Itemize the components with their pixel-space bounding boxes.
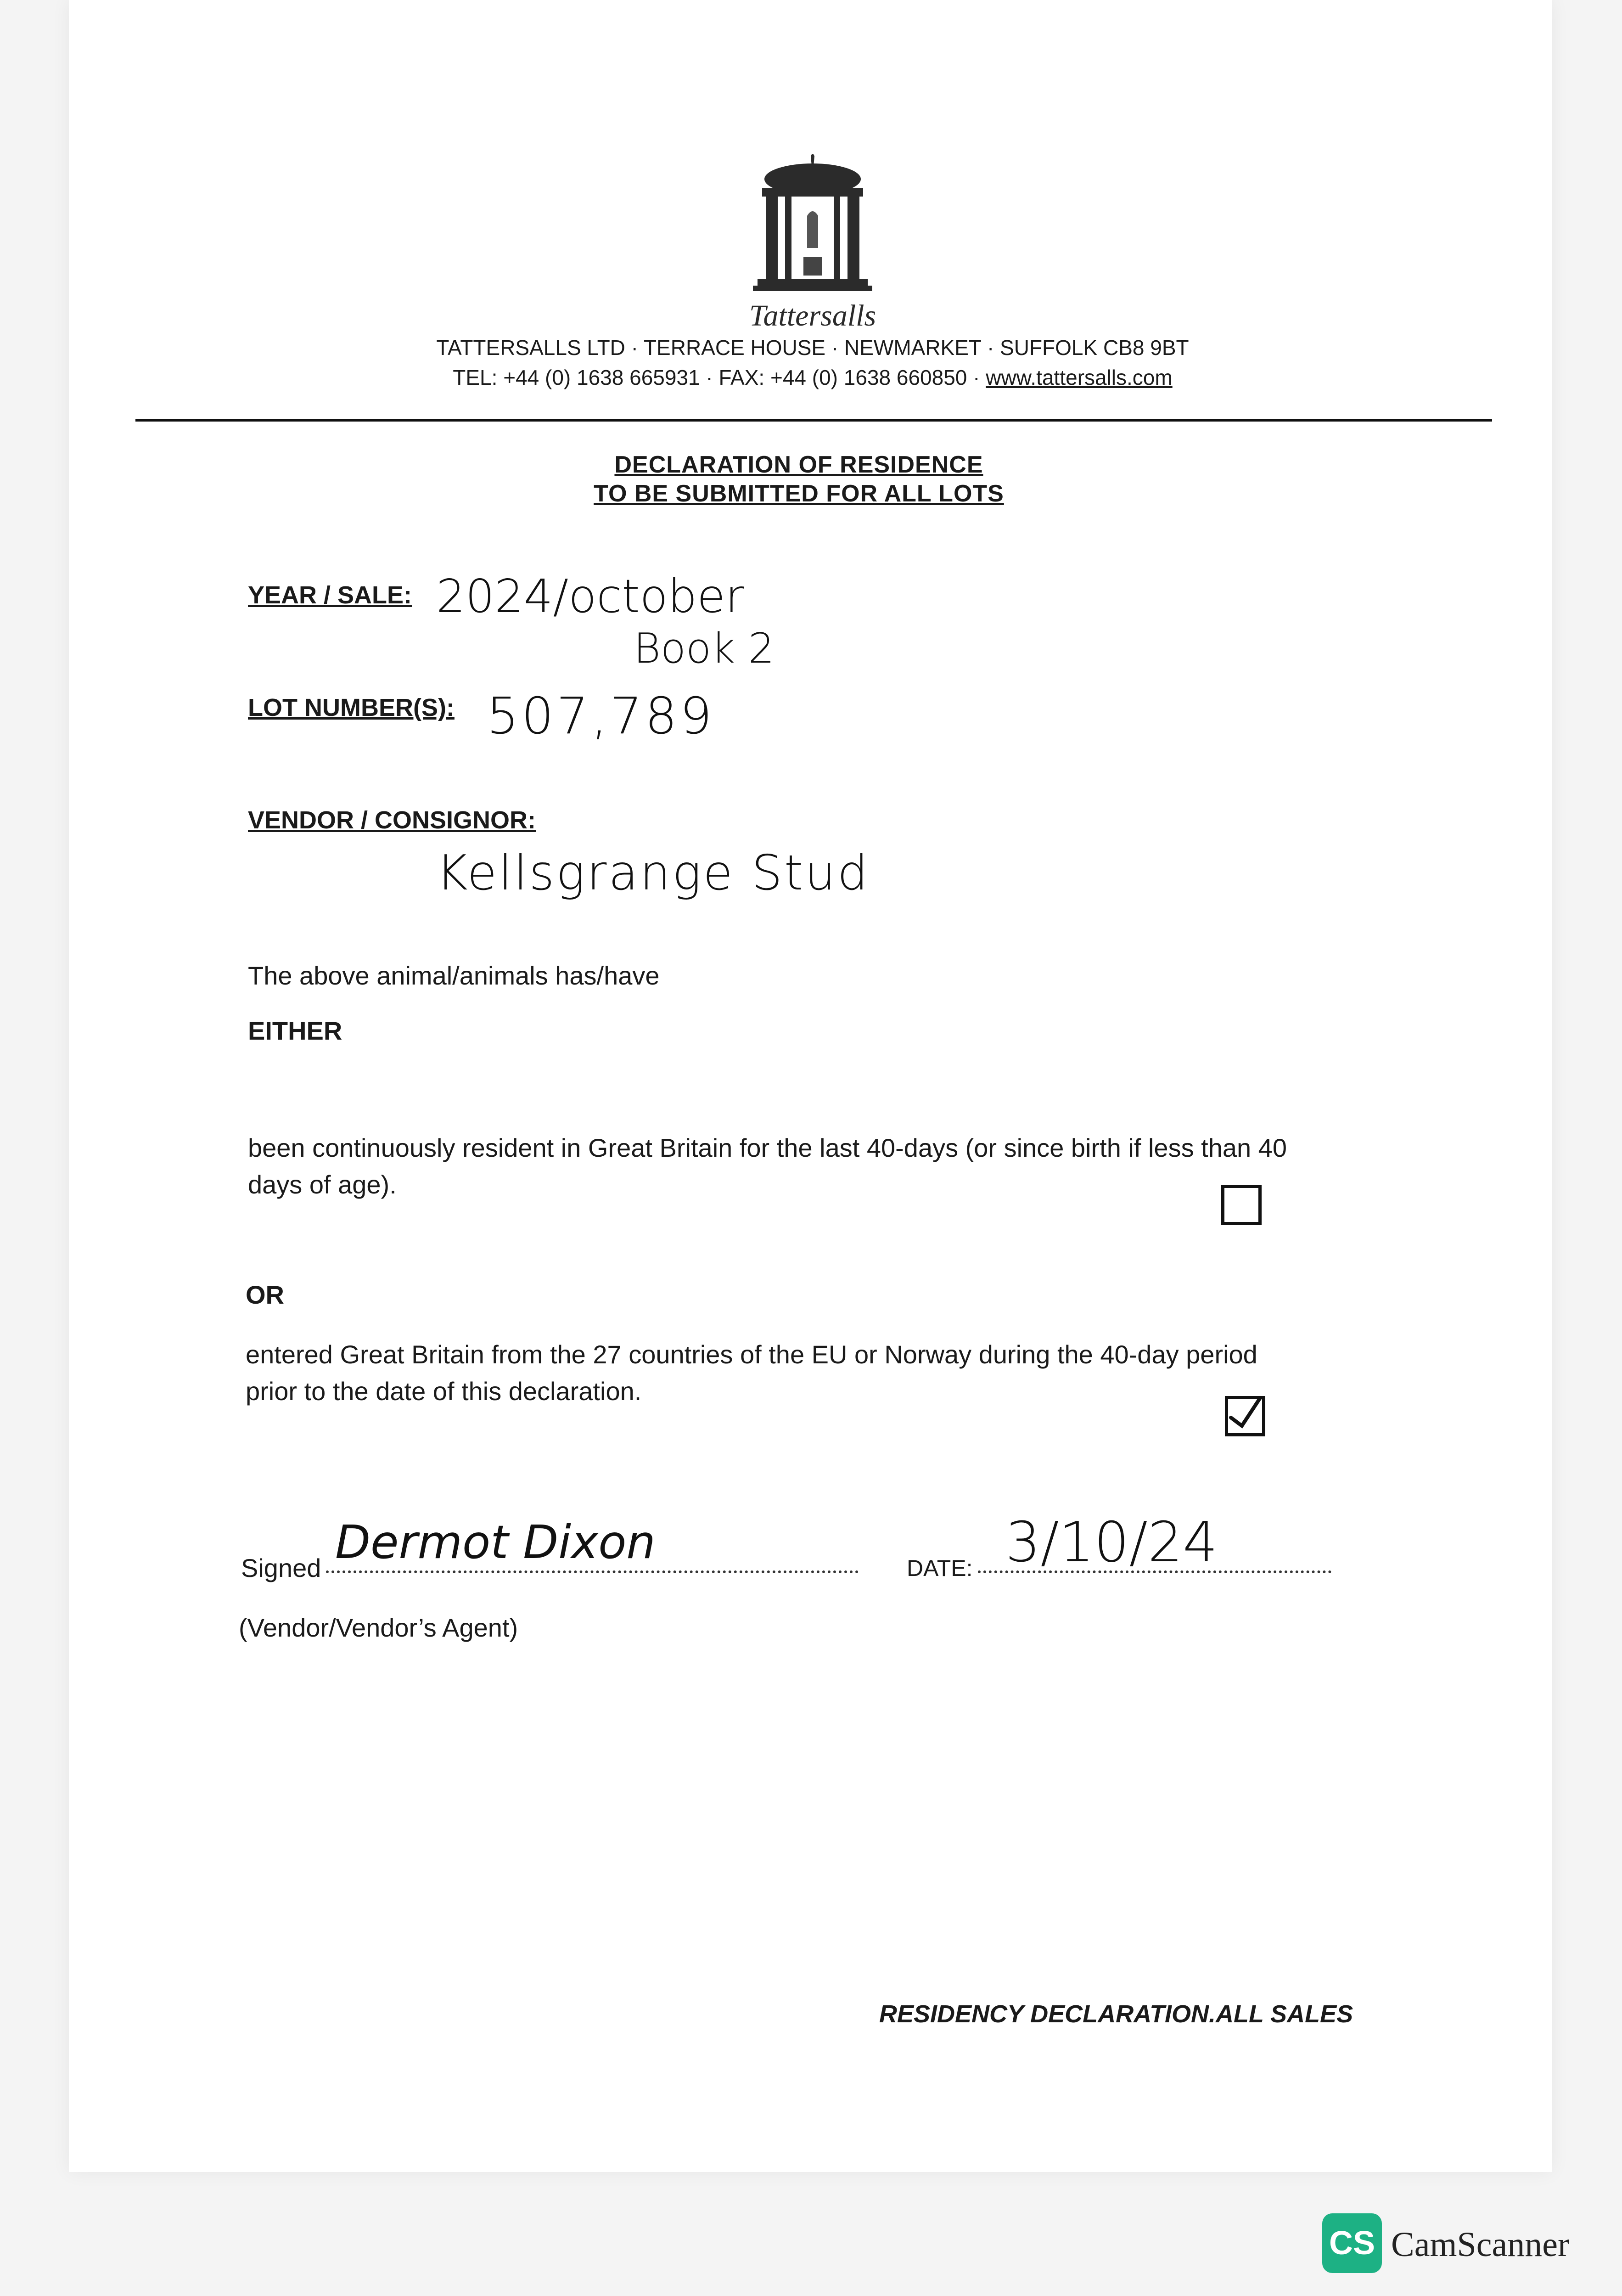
brand-name: Tattersalls xyxy=(749,299,876,332)
checkmark-icon xyxy=(1228,1399,1262,1433)
date-label: DATE: xyxy=(907,1555,973,1581)
camscanner-logo: CS xyxy=(1322,2213,1382,2273)
date-value: 3/10/24 xyxy=(1005,1511,1218,1575)
company-contact xyxy=(275,365,1350,390)
form-subtitle: TO BE SUBMITTED FOR ALL LOTS xyxy=(594,480,1004,507)
signature-value: Dermot Dixon xyxy=(335,1515,656,1569)
option-2-checkbox[interactable] xyxy=(1225,1396,1265,1436)
vendor-label: VENDOR / CONSIGNOR: xyxy=(248,806,536,834)
form-reference: RESIDENCY DECLARATION.ALL SALES xyxy=(879,2000,1353,2028)
statement-intro: The above animal/animals has/have xyxy=(248,961,660,990)
signature-line xyxy=(326,1570,859,1573)
option-1-line-1: been continuously resident in Great Britain for the last 40-days (or since birth if less than 40 xyxy=(248,1133,1287,1162)
lot-numbers-label: LOT NUMBER(S): xyxy=(248,694,455,721)
year-sale-book: Book 2 xyxy=(634,625,775,673)
option-2-line-2: prior to the date of this declaration. xyxy=(246,1377,642,1406)
option-2-text xyxy=(246,1336,1393,1410)
signatory-role: (Vendor/Vendor’s Agent) xyxy=(239,1613,518,1642)
year-sale-label: YEAR / SALE: xyxy=(248,581,412,609)
signed-label: Signed xyxy=(241,1553,321,1582)
tattersalls-logo-icon xyxy=(753,152,872,303)
option-1-line-2: days of age). xyxy=(248,1170,397,1199)
lot-numbers-value: 507,789 xyxy=(487,687,715,745)
or-label: OR xyxy=(246,1280,284,1309)
contact-numbers: TEL: +44 (0) 1638 665931 · FAX: +44 (0) 1638 660850 · xyxy=(453,366,980,389)
website-link[interactable]: www.tattersalls.com xyxy=(986,366,1173,389)
header-divider xyxy=(135,419,1492,422)
company-address: TATTERSALLS LTD · TERRACE HOUSE · NEWMARKET · SUFFOLK CB8 9BT xyxy=(436,336,1189,360)
year-sale-value: 2024/october xyxy=(436,569,744,623)
either-label: EITHER xyxy=(248,1016,342,1045)
form-title: DECLARATION OF RESIDENCE xyxy=(614,451,983,478)
option-1-checkbox[interactable] xyxy=(1221,1185,1262,1225)
vendor-value: Kellsgrange Stud xyxy=(436,845,870,901)
option-2-line-1: entered Great Britain from the 27 countries of the EU or Norway during the 40-day period xyxy=(246,1340,1257,1369)
camscanner-name: CamScanner xyxy=(1391,2225,1570,2264)
